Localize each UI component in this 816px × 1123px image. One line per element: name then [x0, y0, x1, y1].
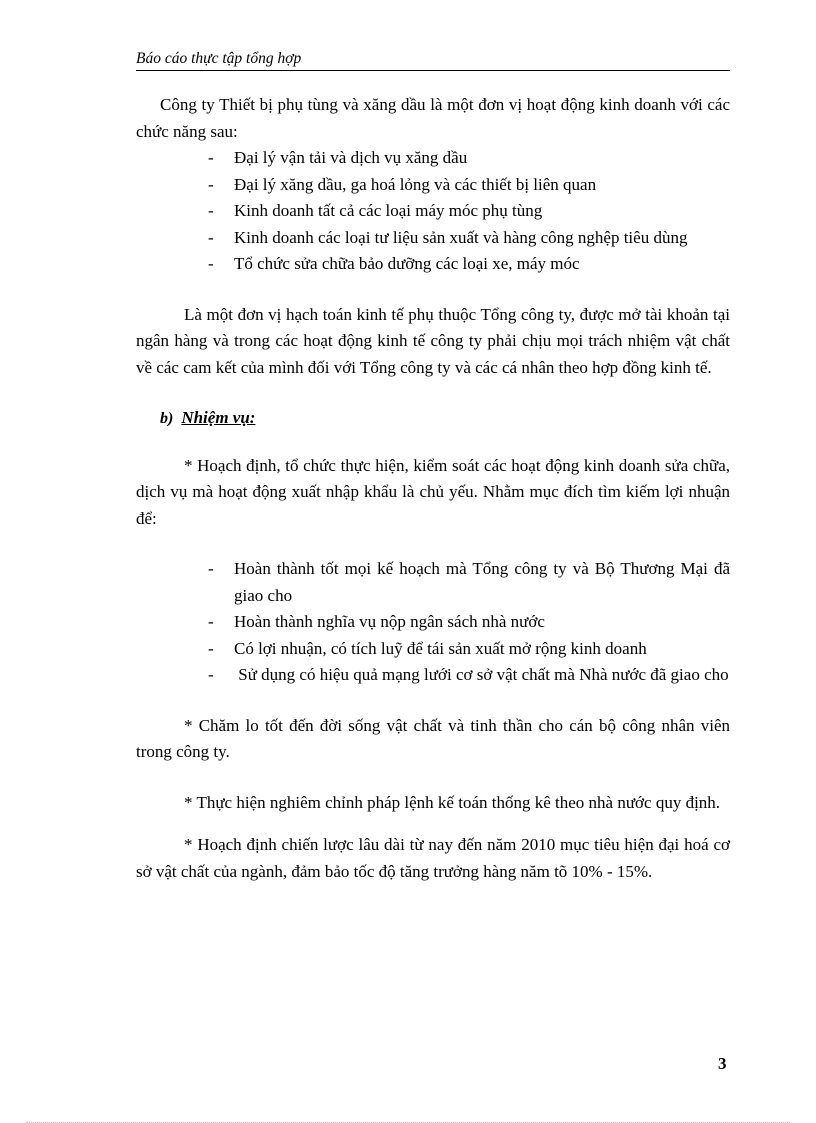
spacer	[136, 381, 730, 405]
list-item-text: Đại lý vận tải và dịch vụ xăng dầu	[234, 148, 468, 167]
dash-mark: -	[208, 174, 214, 194]
section-b-title: Nhiệm vụ:	[181, 408, 256, 427]
list-item	[136, 198, 730, 225]
list-item	[136, 609, 730, 636]
intro-paragraph: Công ty Thiết bị phụ tùng và xăng dầu là một đơn vị hoạt động kinh doanh với các chức năng sau:	[136, 95, 730, 141]
dash-mark: -	[208, 638, 214, 658]
list-item-text: Hoàn thành tốt mọi kế hoạch mà Tổng công ty và Bộ Thương Mại đã giao cho	[234, 559, 730, 605]
dash-mark: -	[208, 254, 214, 273]
section-b-heading	[136, 405, 730, 433]
list-item	[136, 556, 730, 609]
list-item-text: Hoàn thành nghĩa vụ nộp ngân sách nhà nước	[234, 612, 545, 631]
list-item	[136, 145, 730, 172]
list-item-text: Đại lý xăng dầu, ga hoá lỏng và các thiết bị liên quan	[234, 174, 597, 194]
dash-mark: -	[208, 665, 214, 684]
list-item-text: Kinh doanh tất cả các loại máy móc phụ tùng	[234, 201, 543, 220]
section-b-intro: * Hoạch định, tổ chức thực hiện, kiểm soát các hoạt động kinh doanh sửa chữa, dịch vụ mà hoạt động xuất nhập khẩu là chủ yếu. Nhằm mục đích tìm kiếm lợi nhuận để:	[136, 455, 730, 528]
accounting-law-paragraph: * Thực hiện nghiêm chỉnh pháp lệnh kế toán thống kê theo nhà nước quy định.	[184, 792, 721, 812]
page-header	[136, 48, 730, 71]
spacer	[136, 766, 730, 790]
list-item-text: Có lợi nhuận, có tích luỹ để tái sản xuất mở rộng kinh doanh	[234, 638, 647, 658]
list-item	[136, 225, 730, 252]
section-b-label: b)	[160, 410, 174, 427]
list-item-text: Sử dụng có hiệu quả mạng lưới cơ sở vật chất mà Nhà nước đã giao cho	[234, 665, 729, 684]
dash-mark: -	[208, 612, 214, 631]
list-item	[136, 662, 730, 689]
list-item	[136, 251, 730, 278]
accounting-paragraph: Là một đơn vị hạch toán kinh tế phụ thuộc Tổng công ty, được mở tài khoản tại ngân hàng và trong các hoạt động kinh tế công ty phải chịu mọi trách nhiệm vật chất về các cam kết của mình đối với Tổng công ty và các cá nhân theo hợp đồng kinh tế.	[136, 304, 730, 377]
list-item	[136, 172, 730, 199]
staff-care-paragraph: * Chăm lo tốt đến đời sống vật chất và tinh thần cho cán bộ công nhân viên trong công ty.	[136, 715, 730, 761]
document-body	[136, 92, 730, 885]
strategy-paragraph: * Hoạch định chiến lược lâu dài từ nay đến năm 2010 mục tiêu hiện đại hoá cơ sở vật chất của ngành, đảm bảo tốc độ tăng trưởng hàng năm tõ 10% - 15%.	[136, 835, 730, 881]
spacer	[136, 433, 730, 453]
spacer	[136, 278, 730, 302]
list-item-text: Kinh doanh các loại tư liệu sản xuất và hàng công nghệp tiêu dùng	[234, 227, 688, 247]
spacer	[136, 689, 730, 713]
spacer	[136, 816, 730, 832]
dash-mark: -	[208, 148, 214, 167]
goals-list	[136, 556, 730, 689]
dash-mark: -	[208, 559, 214, 578]
list-item-text: Tổ chức sửa chữa bảo dưỡng các loại xe, máy móc	[234, 254, 580, 273]
dash-mark: -	[208, 201, 214, 220]
header-title: Báo cáo thực tập tổng hợp	[136, 50, 302, 67]
dash-mark: -	[208, 227, 214, 247]
list-item	[136, 636, 730, 663]
functions-list	[136, 145, 730, 278]
page-number: 3	[718, 1054, 727, 1073]
spacer	[136, 532, 730, 556]
